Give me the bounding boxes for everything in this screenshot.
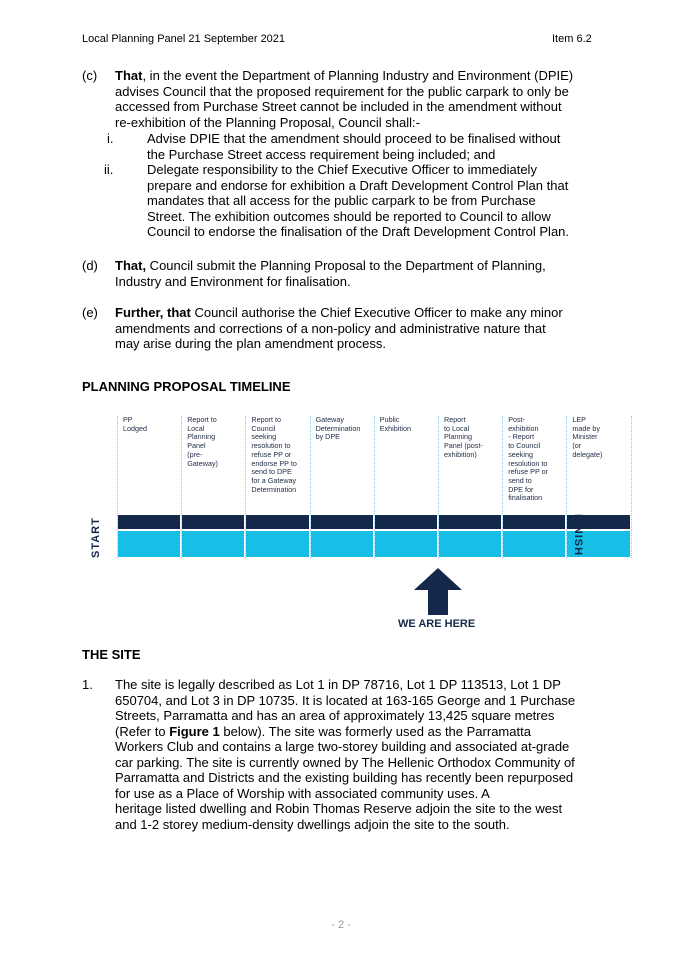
- site-line: Parramatta and Districts and the existing building has recently been repurposed: [115, 770, 574, 785]
- timeline-bar-dark: [182, 515, 244, 529]
- timeline-stage-line: refuse PP or: [251, 449, 292, 459]
- timeline-bar-light: [503, 531, 565, 557]
- timeline-bar-dark: [246, 515, 308, 529]
- item-c-line: accessed from Purchase Street cannot be included in the amendment without: [115, 99, 562, 114]
- timeline-divider: [631, 416, 633, 558]
- site-line: 650704, and Lot 3 in DP 10735. It is located at 163-165 George and 1 Purchase: [115, 692, 576, 708]
- site-heading: THE SITE: [82, 647, 141, 662]
- timeline-stage-line: Exhibition: [379, 423, 411, 433]
- timeline-stage-line: Panel (post-: [444, 441, 483, 451]
- timeline-stage-label: [187, 416, 243, 468]
- timeline-bar-dark: [118, 515, 180, 529]
- figure-reference: Figure 1: [169, 723, 220, 739]
- sub-item-line: Street. The exhibition outcomes should be reported to Council to allow: [147, 208, 551, 224]
- timeline-bar-dark: [375, 515, 437, 529]
- timeline-stage-line: for a Gateway: [251, 475, 297, 485]
- timeline-bar-light: [246, 531, 308, 557]
- timeline-stage-label: [572, 416, 628, 460]
- timeline-finish-label: FINISH: [572, 514, 584, 557]
- timeline-stage-line: exhibition: [508, 423, 539, 433]
- site-line: The site is legally described as Lot 1 in DP 78716, Lot 1 DP 113513, Lot 1 DP: [115, 677, 561, 692]
- item-e-text: [115, 305, 615, 352]
- timeline-stage-line: resolution to: [508, 458, 548, 468]
- timeline-stage-line: Local: [187, 423, 205, 433]
- timeline-stage-label: [251, 416, 307, 494]
- timeline-bar-light: [439, 531, 501, 557]
- sub-item-line: mandates that all access for the public carpark to be from Purchase: [147, 193, 536, 208]
- we-are-here-label: WE ARE HERE: [398, 618, 476, 630]
- timeline-heading: PLANNING PROPOSAL TIMELINE: [82, 379, 291, 394]
- item-e-line: may arise during the plan amendment process.: [115, 336, 386, 351]
- item-d-bold: That,: [115, 258, 147, 273]
- site-para-number: 1.: [82, 677, 93, 692]
- page-header-left: Local Planning Panel 21 September 2021: [82, 33, 286, 45]
- timeline-stage-line: PP: [123, 415, 133, 424]
- timeline-stage-line: Report to: [251, 415, 281, 424]
- timeline-bar-dark: [311, 515, 373, 529]
- item-e-bold: Further, that: [115, 305, 191, 320]
- site-paragraph: [115, 677, 635, 832]
- timeline-stage-line: (or: [572, 441, 582, 451]
- timeline-stage-label: [508, 416, 564, 503]
- timeline-stage-line: by DPE: [315, 432, 340, 442]
- sub-item-line: Delegate responsibility to the Chief Executive Officer to immediately: [147, 162, 537, 177]
- item-c-line: advises Council that the proposed requirement for the public carpark to only be: [115, 83, 569, 99]
- sub-item-i-text: [147, 131, 617, 162]
- timeline-stage-line: Determination: [251, 484, 297, 494]
- item-e-line: Council authorise the Chief Executive Officer to make any minor: [190, 305, 563, 320]
- timeline-stage-line: Planning: [444, 432, 472, 442]
- sub-item-line: prepare and endorse for exhibition a Draft Development Control Plan that: [147, 177, 569, 193]
- item-c-bold: That: [115, 68, 143, 83]
- site-line: heritage listed dwelling and Robin Thomas Reserve adjoin the site to the west: [115, 801, 563, 816]
- timeline-stage-line: Report: [444, 415, 466, 424]
- timeline-stage-line: Public: [379, 415, 400, 424]
- timeline-stage-line: Panel: [187, 441, 206, 451]
- timeline-stage-line: Gateway): [187, 458, 218, 468]
- sub-item-line: Council to endorse the finalisation of the Draft Development Control Plan.: [147, 224, 570, 239]
- item-e-line: amendments and corrections of a non-policy and administrative nature that: [115, 320, 546, 336]
- item-c-line: re-exhibition of the Planning Proposal, Council shall:-: [115, 114, 420, 130]
- sub-item-ii-text: [147, 162, 617, 240]
- timeline-stage-line: delegate): [572, 449, 603, 459]
- timeline-stage-line: Minister: [572, 432, 598, 442]
- timeline-stage-line: seeking: [251, 432, 277, 442]
- timeline-stage-line: Report to: [187, 415, 217, 424]
- item-d-line: Industry and Environment for finalisation.: [115, 273, 351, 289]
- sub-item-line: Advise DPIE that the amendment should proceed to be finalised without: [147, 131, 561, 146]
- timeline-stage-line: Post-: [508, 415, 525, 424]
- sub-item-line: the Purchase Street access requirement being included; and: [147, 146, 496, 162]
- timeline-bar-light: [375, 531, 437, 557]
- timeline-bar-light: [311, 531, 373, 557]
- site-line: and 1-2 storey medium-density dwellings adjoin the site to the south.: [115, 816, 510, 832]
- timeline-stage-label: [316, 416, 372, 442]
- timeline-bar-dark: [439, 515, 501, 529]
- timeline-stage-line: send to: [508, 475, 532, 485]
- timeline-stage-line: DPE for: [508, 484, 534, 494]
- timeline-stage-label: [444, 416, 500, 460]
- timeline-stage-label: [380, 416, 436, 433]
- timeline-bar-light: [182, 531, 244, 557]
- item-d-line: Council submit the Planning Proposal to the Department of Planning,: [146, 258, 546, 273]
- item-d-text: [115, 258, 615, 289]
- item-c-label: (c): [82, 68, 98, 83]
- timeline-stage-line: Planning: [187, 432, 216, 442]
- page-header-right: Item 6.2: [552, 33, 592, 45]
- timeline-stage-line: endorse PP to: [251, 458, 297, 468]
- timeline-stage-line: Council: [251, 423, 276, 433]
- site-line: (Refer to Figure 1 below). The site was formerly used as the Parramatta: [115, 723, 531, 739]
- site-line: car parking. The site is currently owned by The Hellenic Orthodox Community of: [115, 754, 575, 770]
- timeline-stage-line: made by: [572, 423, 600, 433]
- timeline-stage-line: refuse PP or: [508, 467, 549, 477]
- sub-item-ii-number: ii.: [104, 162, 114, 177]
- timeline-bar-dark: [503, 515, 565, 529]
- timeline-stage-line: to Council: [508, 441, 541, 451]
- timeline-stage-line: resolution to: [251, 441, 291, 451]
- timeline-stage-line: LEP: [572, 415, 586, 424]
- timeline-stage-line: Lodged: [123, 423, 147, 433]
- page-number: - 2 -: [331, 919, 351, 931]
- timeline-stage-line: finalisation: [508, 493, 543, 503]
- site-line: Streets, Parramatta and has an area of approximately 13,425 square metres: [115, 708, 555, 723]
- timeline-stage-line: - Report: [508, 432, 535, 442]
- timeline-stage-line: seeking: [508, 449, 533, 459]
- timeline-stage-line: (pre-: [187, 449, 203, 459]
- sub-item-i-number: i.: [107, 131, 114, 146]
- timeline-start-label: START: [90, 517, 102, 558]
- item-c-line: , in the event the Department of Planning Industry and Environment (DPIE): [142, 68, 574, 83]
- timeline-stage-line: exhibition): [444, 449, 477, 459]
- site-line: for use as a Place of Worship with associated community uses. A: [115, 785, 490, 801]
- timeline-bar-light: [118, 531, 180, 557]
- item-d-label: (d): [82, 258, 98, 273]
- timeline-stage-line: to Local: [444, 423, 470, 433]
- timeline-stage-label: [123, 416, 179, 433]
- timeline-stage-line: Gateway: [315, 415, 344, 424]
- item-c-text: [115, 68, 615, 130]
- up-arrow-icon: [412, 566, 464, 616]
- item-e-label: (e): [82, 305, 98, 320]
- timeline-stage-line: Determination: [315, 423, 361, 433]
- timeline-stage-line: send to DPE: [251, 467, 292, 477]
- site-line: Workers Club and contains a large two-storey building and associated at-grade: [115, 739, 570, 754]
